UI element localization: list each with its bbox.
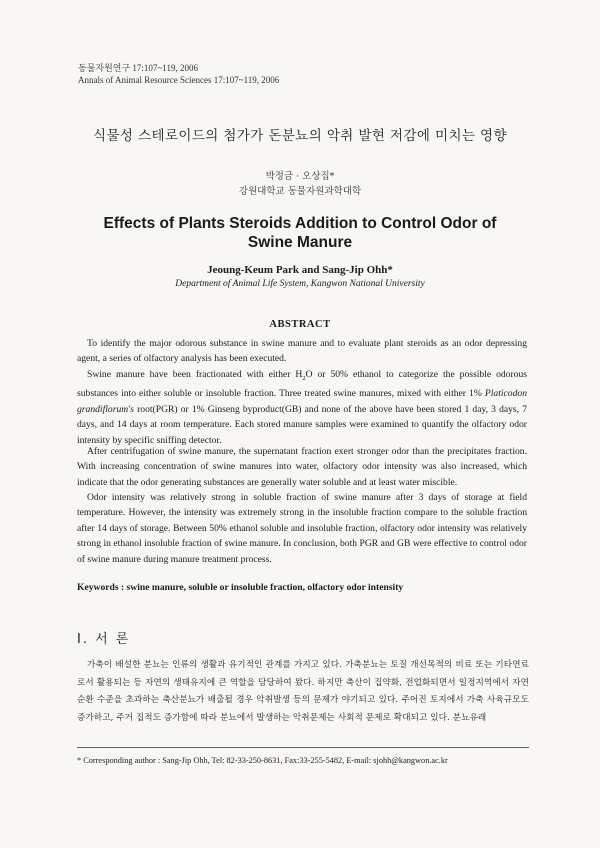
abstract-paragraph-2: Swine manure have been fractionated with either $H_2O$ or 50% ethanol to categorize the possible odorous substances into either soluble or insoluble fraction. Three treated swine manures, mixed with either 1% Platicodon grandiflorum's root(PGR) or 1% Ginseng byproduct(GB) and none of the above have been stored 1 day, 3 days, 7 days, and 14 days at room temperature. Each stored manure samples were examined to quantify the olfactory odor intensity by specific sniffing detector. — [77, 369, 527, 446]
affiliation-english: Department of Animal Life System, Kangwon National University — [175, 279, 425, 289]
introduction-paragraph: 가축이 배설한 분뇨는 인류의 생활과 유기적인 관계를 가지고 있다. 가축분뇨는 토질 개선목적의 비료 또는 기타연료로서 활용되는 등 자연의 생태유지에 큰 역할을 담당하여 왔다. 하지만 축산이 집약화, 전업화되면서 일정지역에서 자연순환 수준을 초과하는 축산분뇨가 배출될 경우 악취발생 등의 문제가 야기되고 있다. 주어진 토지에서 가축 사육규모도 증가하고, 주거 집적도 증가함에 따라 분뇨에서 발생하는 악취문제는 사회적 문제로 확대되고 있다. 분뇨유래 — [77, 660, 529, 723]
title-english — [0, 214, 600, 252]
scientific-name: Platicodon grandiflorum's — [77, 388, 527, 415]
authors-korean: 박정금 · 오상집* — [265, 171, 335, 182]
section-heading-introduction: Ⅰ. 서 론 — [77, 632, 131, 647]
authors-english: Jeoung-Keum Park and Sang-Jip Ohh* — [207, 264, 393, 276]
abstract-paragraph-1: To identify the major odorous substance in swine manure and to evaluate plant steroids as an odor depressing agent, a series of olfactory analysis has been executed. — [77, 338, 527, 365]
abstract-paragraph-4: Odor intensity was relatively strong in soluble fraction of swine manure after 3 days of storage at field temperature. However, the intensity was extremely strong in the insoluble fraction compare to the soluble fraction after 14 days of storage. Between 50% ethanol soluble and insoluble fraction, olfactory odor intensity was relatively strong in ethanol insoluble fraction of swine manure. In conclusion, both PGR and GB were effective to control odor of swine manure during manure treatment process. — [77, 492, 527, 565]
title-english-line1: Effects of Plants Steroids Addition to Control Odor of — [103, 215, 497, 232]
affiliation-korean: 강원대학교 동물자원과학대학 — [238, 186, 362, 197]
abstract-paragraph-3: After centrifugation of swine manure, the supernatant fraction exert stronger odor than the precipitates fraction. With increasing concentration of swine manures into water, olfactory odor intensity was also increased, which indicate that the odor generating substances are generally water soluble and at least water miscible. — [77, 446, 527, 488]
keywords: Keywords : swine manure, soluble or insoluble fraction, olfactory odor intensity — [77, 582, 404, 593]
journal-header-english: Annals of Animal Resource Sciences 17:107~119, 2006 — [78, 75, 280, 85]
title-english-line2: Swine Manure — [247, 234, 353, 251]
abstract-heading: ABSTRACT — [269, 319, 331, 330]
footnote-divider — [77, 747, 529, 748]
title-korean: 식물성 스테로이드의 첨가가 돈분뇨의 악취 발현 저감에 미치는 영향 — [93, 128, 507, 144]
footnote-corresponding-author: * Corresponding author : Sang-Jip Ohh, Tel: 82-33-250-8631, Fax:33-255-5482, E-mail: sjohh@kangwon.ac.kr — [77, 756, 448, 765]
journal-header-korean: 동물자원연구 17:107~119, 2006 — [78, 63, 198, 73]
